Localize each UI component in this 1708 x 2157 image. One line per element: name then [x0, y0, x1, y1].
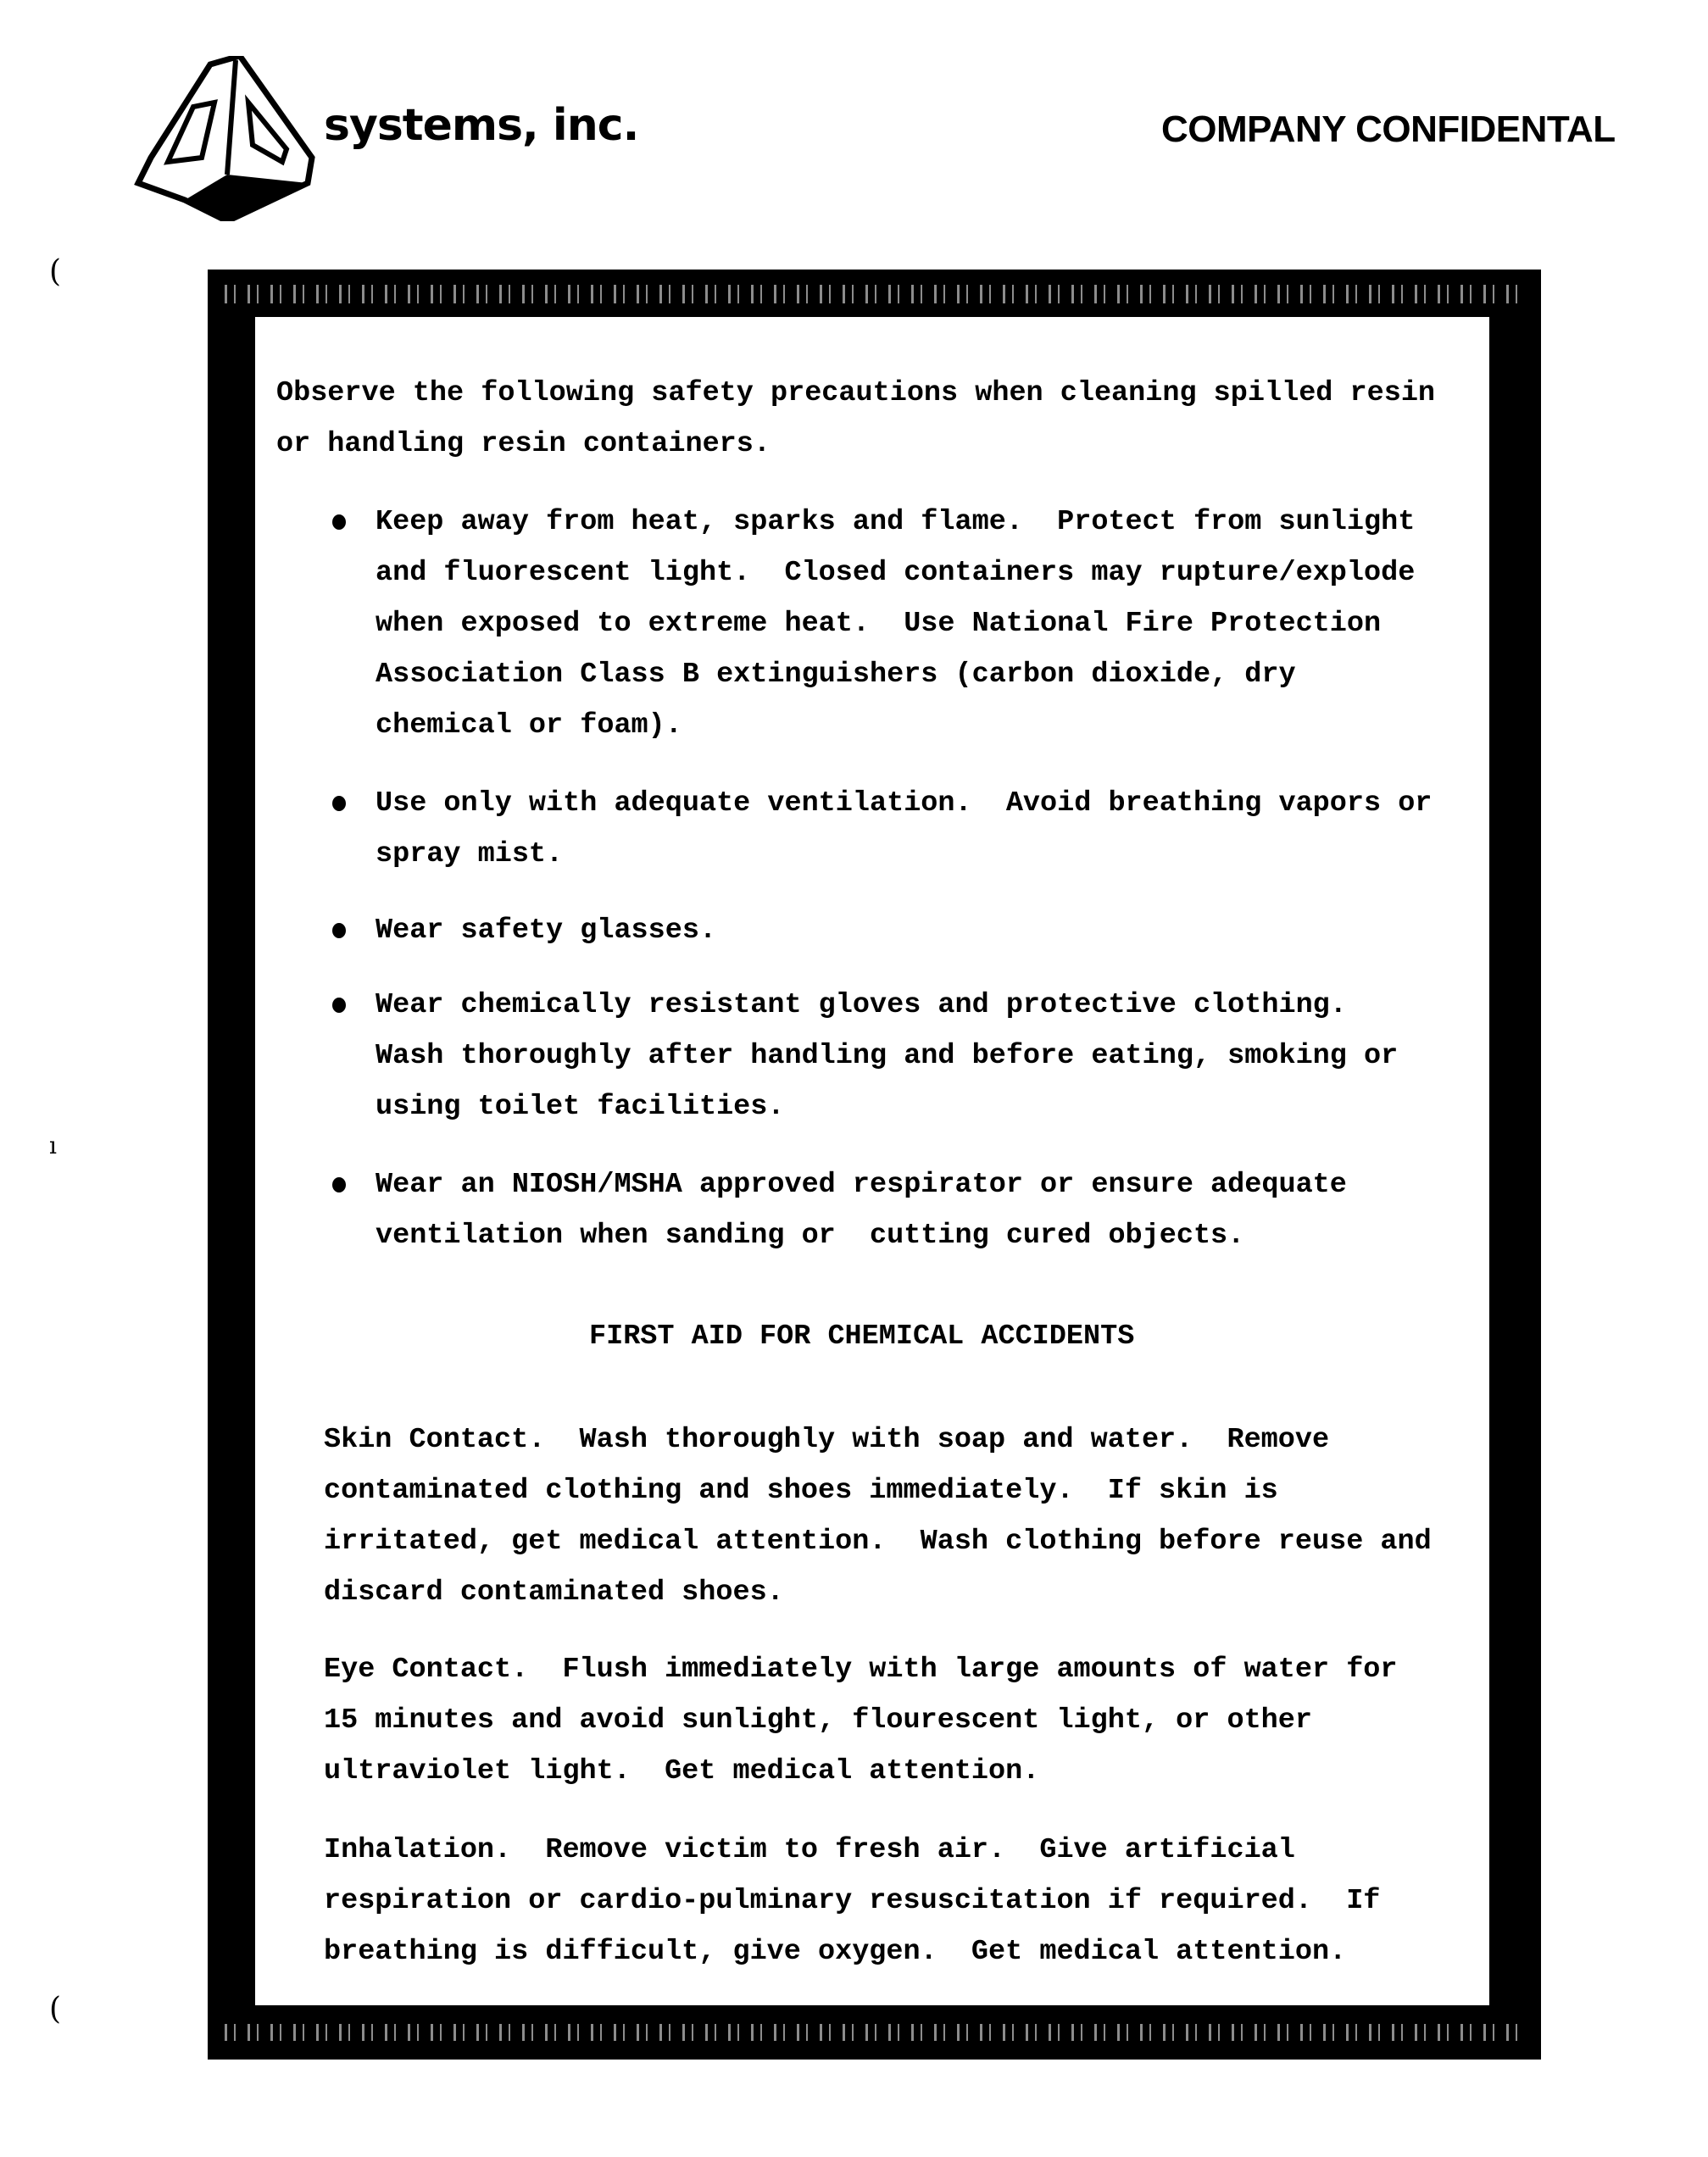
confidential-label: COMPANY CONFIDENTAL [1161, 108, 1616, 151]
text-line: Wash thoroughly after handling and before eating, smoking or [376, 1031, 1398, 1081]
text-line: and fluorescent light. Closed containers may rupture/explode [376, 548, 1415, 598]
company-name: systems, inc. [324, 100, 638, 151]
margin-mark: ( [49, 1992, 61, 2026]
bullet-item [376, 1159, 1347, 1261]
text-line: Keep away from heat, sparks and flame. Protect from sunlight [376, 497, 1415, 548]
bullet-item [376, 905, 716, 956]
text-line: Skin Contact. Wash thoroughly with soap and water. Remove [324, 1415, 1432, 1465]
text-line: Wear an NIOSH/MSHA approved respirator or ensure adequate [376, 1159, 1347, 1210]
margin-mark: ı [49, 1131, 57, 1159]
first-aid-heading: FIRST AID FOR CHEMICAL ACCIDENTS [589, 1311, 1134, 1362]
text-line: chemical or foam). [376, 700, 1415, 751]
margin-mark: ( [49, 254, 61, 289]
bullet-item [376, 778, 1432, 880]
intro-paragraph [276, 368, 1435, 470]
text-line: contaminated clothing and shoes immediately. If skin is [324, 1465, 1432, 1516]
text-line: when exposed to extreme heat. Use National Fire Protection [376, 598, 1415, 649]
text-line: or handling resin containers. [276, 419, 1435, 470]
text-line: Wear safety glasses. [376, 905, 716, 956]
text-line: Wear chemically resistant gloves and protective clothing. [376, 980, 1398, 1031]
bullet-item [376, 497, 1415, 751]
inhalation-section [324, 1825, 1380, 1977]
text-line: Observe the following safety precautions when cleaning spilled resin [276, 368, 1435, 419]
text-line: 15 minutes and avoid sunlight, flourescent light, or other [324, 1695, 1398, 1746]
bullet-icon [332, 1177, 346, 1192]
text-line: ventilation when sanding or cutting cured objects. [376, 1210, 1347, 1261]
text-line: discard contaminated shoes. [324, 1567, 1432, 1618]
text-line: spray mist. [376, 829, 1432, 880]
eye-contact-section [324, 1644, 1398, 1797]
text-line: Eye Contact. Flush immediately with large amounts of water for [324, 1644, 1398, 1695]
skin-contact-section [324, 1415, 1432, 1618]
bullet-icon [332, 796, 346, 811]
text-line: irritated, get medical attention. Wash clothing before reuse and [324, 1516, 1432, 1567]
text-line: Inhalation. Remove victim to fresh air. Give artificial [324, 1825, 1380, 1876]
bullet-icon [332, 514, 346, 530]
text-line: using toilet facilities. [376, 1081, 1398, 1132]
text-line: Association Class B extinguishers (carbon dioxide, dry [376, 649, 1415, 700]
bullet-icon [332, 998, 346, 1013]
text-line: ultraviolet light. Get medical attention. [324, 1746, 1398, 1797]
3d-systems-logo [134, 56, 316, 221]
text-line: Use only with adequate ventilation. Avoid breathing vapors or [376, 778, 1432, 829]
bullet-item [376, 980, 1398, 1132]
text-line: respiration or cardio-pulminary resuscitation if required. If [324, 1876, 1380, 1926]
bullet-icon [332, 923, 346, 938]
text-line: breathing is difficult, give oxygen. Get medical attention. [324, 1926, 1380, 1977]
